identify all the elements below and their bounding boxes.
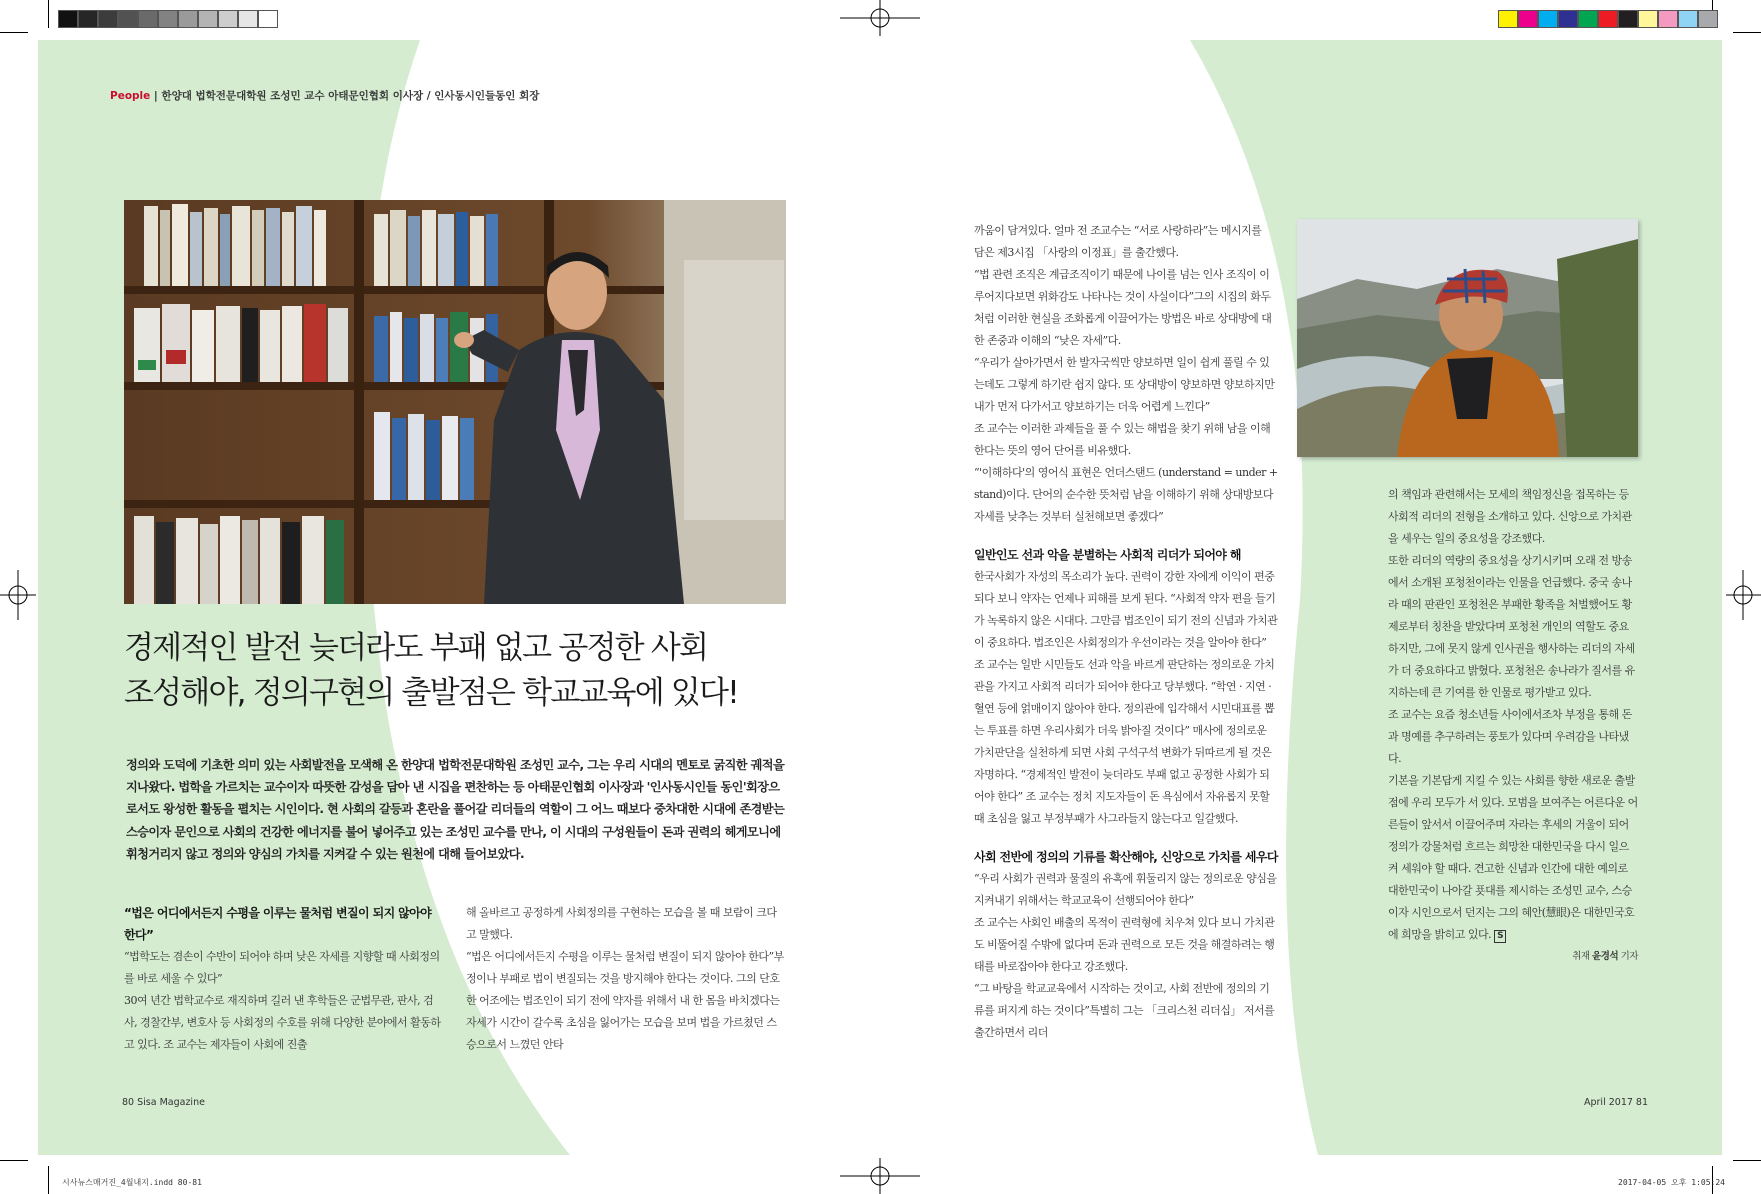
byline-name: 윤경석 (1592, 951, 1619, 962)
column-1-paragraph-1: “법학도는 겸손이 수반이 되어야 하며 낮은 자세를 지향할 때 사회정의를 바로 세울 수 있다” (124, 950, 440, 985)
column-3-paragraph-10: “그 바탕을 학교교육에서 시작하는 것이고, 사회 전반에 정의의 기류를 퍼지게 하는 것이다”특별히 그는 「크리스천 리더십」 저서를 출간하면서 리더 (974, 982, 1275, 1039)
file-slug-left: 시사뉴스매거진_4월내지.indd 80-81 (62, 1178, 202, 1187)
cmyk-swatch-3 (1538, 10, 1558, 28)
article-headline (124, 626, 804, 716)
cmyk-swatch-11 (1698, 10, 1718, 28)
cmyk-color-bar (1498, 10, 1718, 28)
registration-mark-top (840, 0, 920, 40)
header-subtitle: 한양대 법학전문대학원 조성민 교수 아태문인협회 이사장 / 인사동시인들동인 회장 (161, 90, 540, 102)
column-3-paragraph-2: “법 관련 조직은 계급조직이기 때문에 나이를 넘는 인사 조직이 이루어지다보면 위화감도 나타나는 것이 사실이다”그의 시집의 화두처럼 이러한 현실을 조화롭게 이끌어가는 방법은 바로 상대방에 대한 존중과 이해의 “낮은 자세”다. (974, 268, 1272, 347)
cmyk-swatch-6 (1598, 10, 1618, 28)
header-divider: | (150, 90, 162, 102)
left-page-folio: 80 Sisa Magazine (122, 1097, 205, 1108)
article-column-3 (974, 220, 1278, 1044)
lead-paragraph: 정의와 도덕에 기초한 의미 있는 사회발전을 모색해 온 한양대 법학전문대학원 조성민 교수, 그는 우리 시대의 멘토로 굵직한 궤적을 지나왔다. 법학을 가르치는 교수이자 따뜻한 감성을 담아 낸 시집을 편찬하는 등 아태문인협회 이사장과 '인사동시인들 동인'회장으로서도 왕성한 활동을 펼치는 시인이다. 현 사회의 갈등과 혼란을 풀어갈 리더들의 역할이 그 어느 때보다 중차대한 시대에 존경받는 스승이자 문인으로 사회의 건강한 에너지를 불어 넣어주고 있는 조성민 교수를 만나, 이 시대의 구성원들이 돈과 권력의 헤게모니에 휘청거리지 않고 정의와 양심의 가치를 지켜갈 수 있는 원천에 대해 들어보았다. (126, 758, 785, 861)
column-4-paragraph-2: 또한 리더의 역량의 중요성을 상기시키며 오래 전 방송에서 소개된 포청천이라는 인물을 언급했다. 중국 송나라 때의 판관인 포청천은 부패한 황족을 처벌했어도 황제로부터 칭찬을 받았다며 포청천 개인의 역할도 중요하지만, 그에 못지 않게 인사권을 행사하는 리더의 자세가 더 중요하다고 밝혔다. 포청천은 송나라가 질서를 유지하는데 큰 기여를 한 인물로 평가받고 있다. (1388, 554, 1635, 699)
column-3-paragraph-6: 한국사회가 자성의 목소리가 높다. 권력이 강한 자에게 이익이 편중되다 보니 약자는 언제나 피해를 보게 된다. “사회적 약자 편을 들기가 녹록하지 않은 시대다. 그만큼 법조인이 되기 전의 신념과 가치관이 중요하다. 법조인은 사회정의가 우선이라는 것을 알아야 한다” (974, 570, 1278, 649)
article-column-1 (124, 902, 444, 1056)
cmyk-swatch-1 (1498, 10, 1518, 28)
column-2-paragraph-2: “법은 어디에서든지 수평을 이루는 물처럼 변질이 되지 않아야 한다”부정이나 부패로 법이 변질되는 것을 방지해야 한다는 것이다. 그의 단호한 어조에는 법조인이 되기 전에 약자를 위해서 내 한 몸을 바치겠다는 자세가 시간이 갈수록 초심을 잃어가는 모습을 보며 법을 가르쳤던 스승으로서 느꼈던 안타 (466, 950, 784, 1051)
section-label: People (110, 90, 151, 102)
headline-line-1: 경제적인 발전 늦더라도 부패 없고 공정한 사회 (124, 630, 708, 666)
column-4-paragraph-3: 조 교수는 요즘 청소년들 사이에서조차 부정을 통해 돈과 명예를 추구하려는 풍토가 있다며 우려감을 나타냈다. (1388, 708, 1632, 765)
end-mark-icon: S (1494, 930, 1506, 943)
byline-prefix: 취재 (1572, 951, 1593, 962)
grayscale-swatch-11 (258, 10, 278, 28)
grayscale-swatch-10 (238, 10, 258, 28)
cmyk-swatch-9 (1658, 10, 1678, 28)
column-3-paragraph-9: 조 교수는 사회인 배출의 목적이 권력형에 치우쳐 있다 보니 가치관도 비뚤어질 수밖에 없다며 돈과 권력으로 모든 것을 해결하려는 행태를 바로잡아야 한다고 강조했다. (974, 916, 1275, 973)
registration-mark-right (1722, 560, 1761, 630)
column-4-paragraph-4: 기본을 기본답게 지킬 수 있는 사회를 향한 새로운 출발점에 우리 모두가 서 있다. 모범을 보여주는 어른다운 어른들이 앞서서 이끌어주며 자라는 후세의 거울이 되어 정의가 강물처럼 흐르는 희망찬 대한민국을 다시 일으켜 세워야 할 때다. 견고한 신념과 인간에 대한 예의로 대한민국이 나아갈 푯대를 제시하는 조성민 교수, 스승이자 시인으로서 던지는 그의 혜안(慧眼)은 대한민국호에 희망을 밝히고 있다. (1388, 774, 1638, 941)
grayscale-swatch-4 (118, 10, 138, 28)
column-1-subheading: “법은 어디에서든지 수평을 이루는 물처럼 변질이 되지 않아야 한다” (124, 906, 432, 942)
file-slug-right: 2017-04-05 오후 1:05:24 (1618, 1178, 1725, 1187)
right-page-folio: April 2017 81 (1584, 1097, 1649, 1108)
byline (1388, 946, 1638, 968)
column-3-paragraph-1: 까움이 담겨있다. 얼마 전 조교수는 “서로 사랑하라”는 메시지를 담은 제3시집 「사랑의 이정표」를 출간했다. (974, 224, 1262, 259)
professor-bookshelf-photo-icon (124, 200, 786, 604)
cmyk-swatch-5 (1578, 10, 1598, 28)
grayscale-swatch-8 (198, 10, 218, 28)
cmyk-swatch-8 (1638, 10, 1658, 28)
column-3-paragraph-8: “우리 사회가 권력과 물질의 유혹에 휘둘리지 않는 정의로운 양심을 지켜내기 위해서는 학교교육이 선행되어야 한다” (974, 872, 1277, 907)
grayscale-swatch-5 (138, 10, 158, 28)
cmyk-swatch-7 (1618, 10, 1638, 28)
grayscale-swatch-2 (78, 10, 98, 28)
column-2-paragraph-1: 해 올바르고 공정하게 사회정의를 구현하는 모습을 볼 때 보람이 크다고 말했다. (466, 906, 777, 941)
side-photo (1297, 219, 1638, 457)
main-photo (124, 200, 786, 604)
cmyk-swatch-2 (1518, 10, 1538, 28)
grayscale-swatch-6 (158, 10, 178, 28)
article-column-2 (466, 902, 786, 1056)
cmyk-swatch-4 (1558, 10, 1578, 28)
page-header (110, 88, 539, 103)
column-4-paragraph-1: 의 책임과 관련해서는 모세의 책임정신을 접목하는 등 사회적 리더의 전형을 소개하고 있다. 신앙으로 가치관을 세우는 일의 중요성을 강조했다. (1388, 488, 1632, 545)
grayscale-color-bar (58, 10, 278, 28)
column-3-paragraph-3: “우리가 살아가면서 한 발자국씩만 양보하면 일이 쉽게 풀릴 수 있는데도 그렇게 하기란 쉽지 않다. 또 상대방이 양보하면 양보하지만 내가 먼저 다가서고 양보하기는 더욱 어렵게 느낀다” (974, 356, 1275, 413)
grayscale-swatch-1 (58, 10, 78, 28)
column-3-paragraph-5: “'이해하다'의 영어식 표현은 언더스탠드 (understand = under + stand)이다. 단어의 순수한 뜻처럼 남을 이해하기 위해 상대방보다 자세를 낮추는 것부터 실천해보면 좋겠다” (974, 466, 1278, 523)
registration-mark-left (0, 560, 40, 630)
cmyk-swatch-10 (1678, 10, 1698, 28)
grayscale-swatch-7 (178, 10, 198, 28)
grayscale-swatch-9 (218, 10, 238, 28)
column-3-paragraph-4: 조 교수는 이러한 과제들을 풀 수 있는 해법을 찾기 위해 남을 이해한다는 뜻의 영어 단어를 비유했다. (974, 422, 1271, 457)
column-1-paragraph-2: 30여 년간 법학교수로 재직하며 길러 낸 후학들은 군법무관, 판사, 검사, 경찰간부, 변호사 등 사회정의 수호를 위해 다양한 분야에서 활동하고 있다. 조 교수는 제자들이 사회에 진출 (124, 994, 441, 1051)
column-3-subheading-1: 일반인도 선과 악을 분별하는 사회적 리더가 되어야 해 (974, 548, 1241, 562)
article-column-4 (1388, 484, 1638, 968)
headline-line-2: 조성해야, 정의구현의 출발점은 학교교육에 있다! (124, 675, 738, 711)
column-3-paragraph-7: 조 교수는 일반 시민들도 선과 악을 바르게 판단하는 정의로운 가치관을 가지고 사회적 리더가 되어야 한다고 당부했다. “학연 · 지연 · 혈연 등에 얽매이지 않아야 한다. 정의관에 입각해서 시민대표를 뽑는 투표를 하면 우리사회가 더욱 밝아질 것이다” 매사에 정의로운 가치판단을 실천하게 되면 사회 구석구석 변화가 뒤따르게 될 것은 자명하다. “경제적인 발전이 늦더라도 부패 없고 공정한 사회가 되어야 한다” 조 교수는 정치 지도자들이 돈 욕심에서 자유롭지 못할 때 초심을 잃고 부정부패가 사그라들지 않는다고 일갈했다. (974, 658, 1275, 825)
grayscale-swatch-3 (98, 10, 118, 28)
column-3-subheading-2: 사회 전반에 정의의 기류를 확산해야, 신앙으로 가치를 세우다 (974, 850, 1278, 864)
professor-river-landscape-photo-icon (1297, 219, 1638, 457)
registration-mark-bottom (840, 1156, 920, 1194)
byline-suffix: 기자 (1618, 951, 1638, 962)
